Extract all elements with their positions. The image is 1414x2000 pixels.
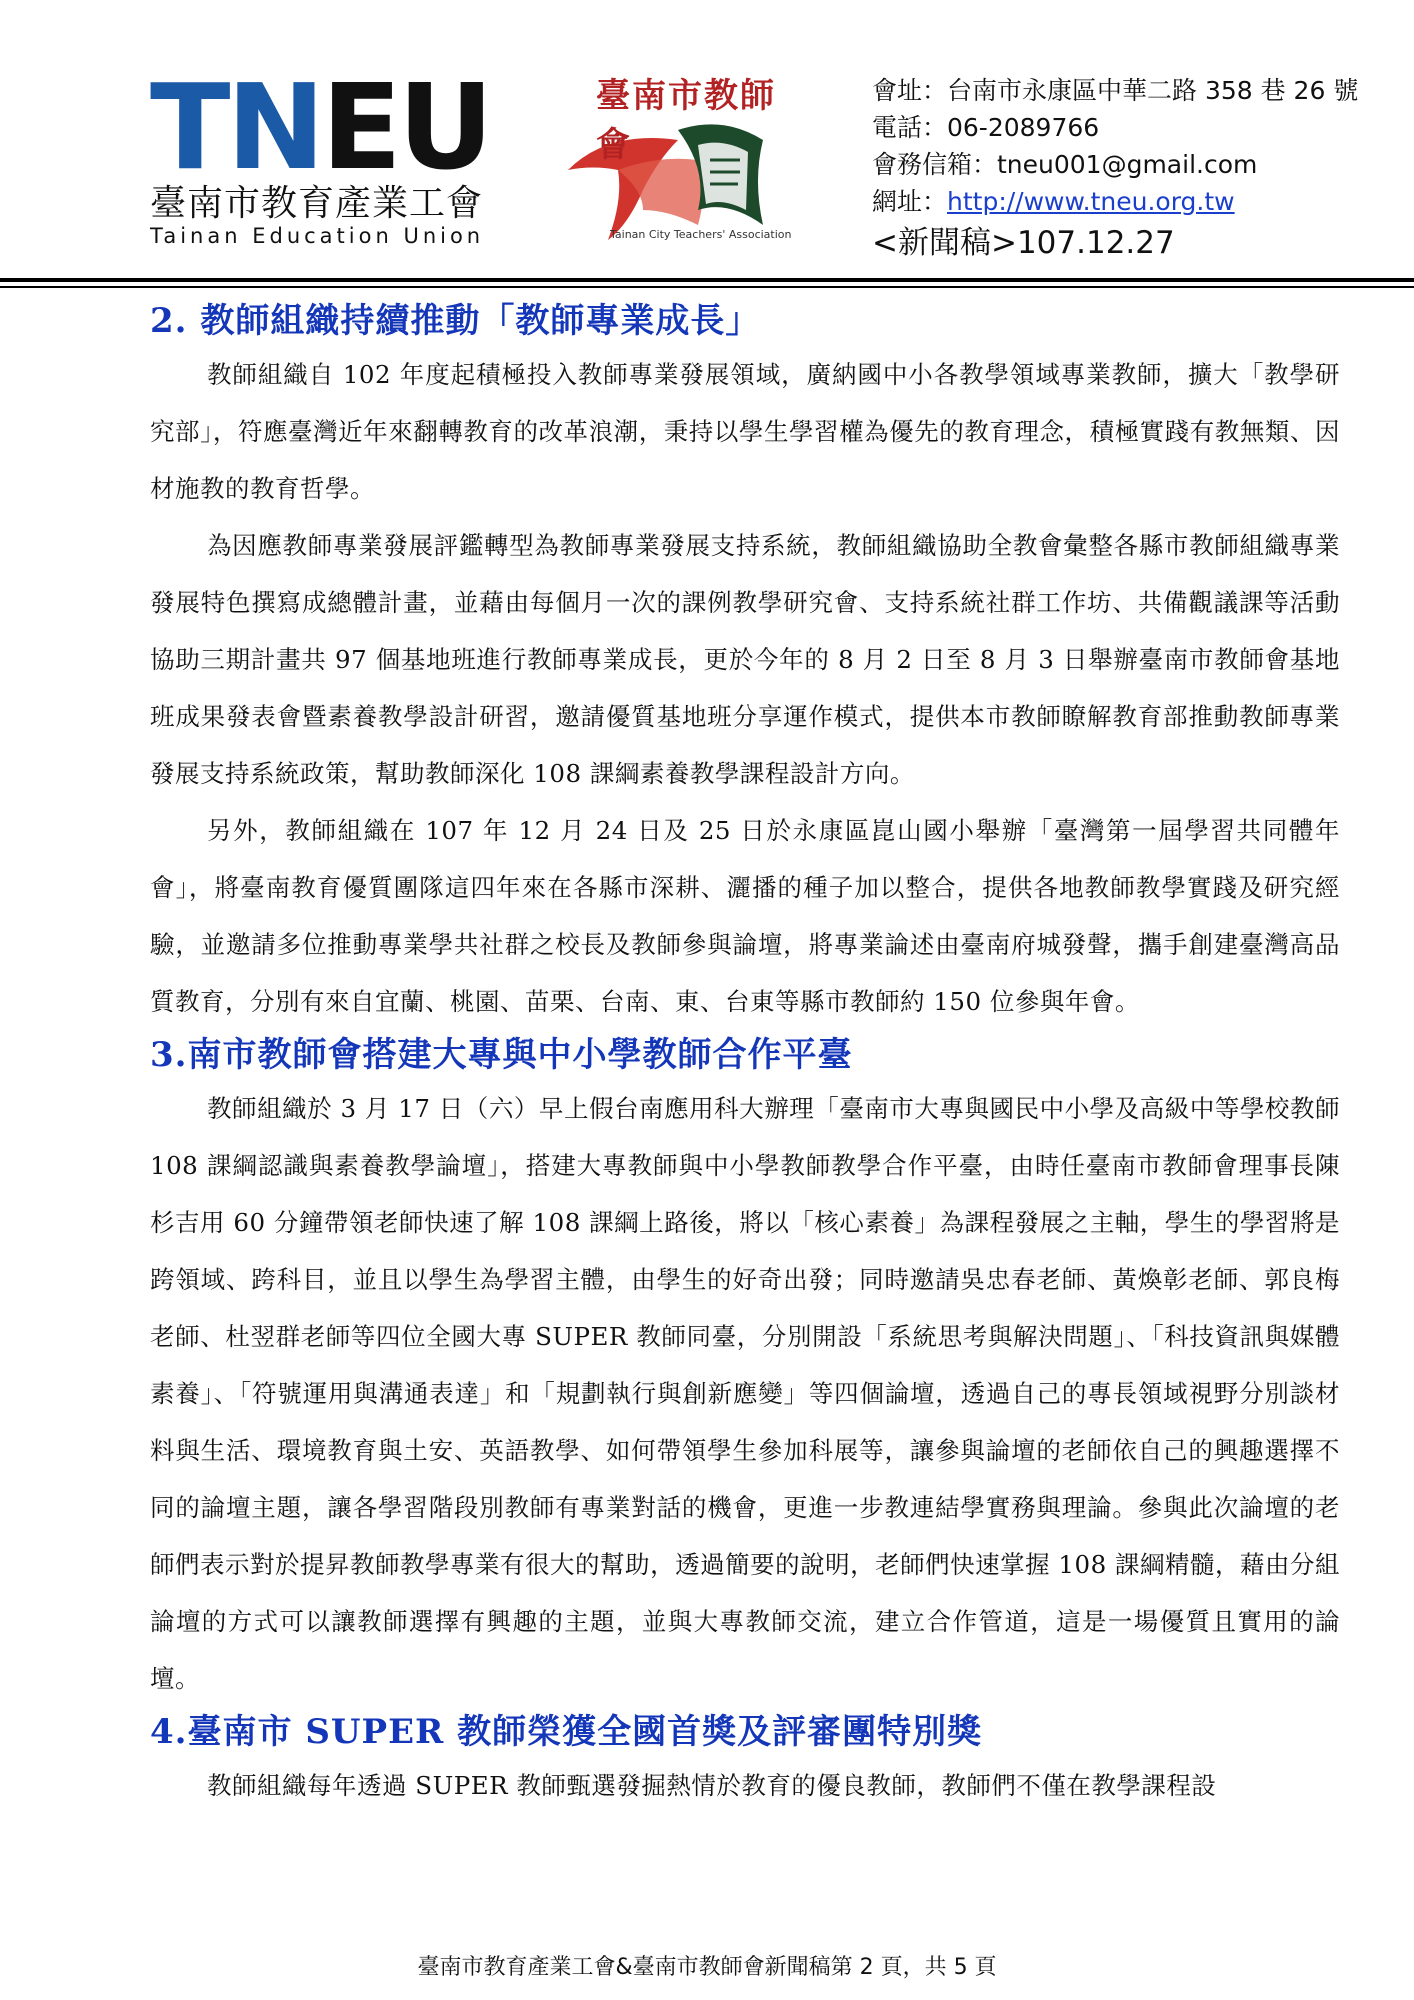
section-heading-2: 2. 教師組織持續推動「教師專業成長」 <box>150 301 761 341</box>
press-release-date: <新聞稿>107.12.27 <box>872 225 1175 261</box>
website-link[interactable]: http://www.tneu.org.tw <box>947 187 1235 216</box>
website-line <box>872 183 1402 220</box>
page-footer: 臺南市教育產業工會&臺南市教師會新聞稿第 2 頁，共 5 頁 <box>417 1955 997 1980</box>
paragraph: 另外，教師組織在 107 年 12 月 24 日及 25 日於永康區崑山國小舉辦「臺灣第一屆學習共同體年會」，將臺南教育優質團隊這四年來在各縣市深耕、灑播的種子加以整合，提供各地教師教學實踐及研究經驗，並邀請多位推動專業學共社群之校長及教師參與論壇，將專業論述由臺南府城發聲，攜手創建臺灣高品質教育，分別有來自宜蘭、桃園、苗栗、台南、東、台東等縣市教師約 150 位參與年會。 <box>150 816 1340 1016</box>
tneu-logo-mark <box>150 58 510 196</box>
logo-mark-accent: TN <box>150 58 322 196</box>
email-line: 會務信箱：tneu001@gmail.com <box>872 150 1258 179</box>
teachers-association-logo <box>548 60 792 250</box>
tneu-logo <box>150 58 510 248</box>
logo-mark-dark: EU <box>321 58 490 196</box>
section-heading-4: 4.臺南市 SUPER 教師榮獲全國首獎及評審團特別獎 <box>150 1712 983 1752</box>
association-name: 臺南市教師會 <box>596 76 776 165</box>
paragraph: 教師組織自 102 年度起積極投入教師專業發展領域，廣納國中小各教學領域專業教師，擴大「教學研究部」，符應臺灣近年來翻轉教育的改革浪潮，秉持以學生學習權為優先的教育理念，積極實踐有教無類、因材施教的教育哲學。 <box>150 360 1340 503</box>
address-line: 會址：台南市永康區中華二路 358 巷 26 號 <box>872 76 1359 105</box>
header-rule-thin <box>0 286 1414 288</box>
section-heading-3: 3.南市教師會搭建大專與中小學教師合作平臺 <box>150 1035 853 1075</box>
paragraph: 為因應教師專業發展評鑑轉型為教師專業發展支持系統，教師組織協助全教會彙整各縣市教師組織專業發展特色撰寫成總體計畫，並藉由每個月一次的課例教學研究會、支持系統社群工作坊、共備觀議課等活動協助三期計畫共 97 個基地班進行教師專業成長，更於今年的 8 月 2 日至 8 月 3 日舉辦臺南市教師會基地班成果發表會暨素養教學設計研習，邀請優質基地班分享運作模式，提供本市教師瞭解教育部推動教師專業發展支持系統政策，幫助教師深化 108 課綱素養教學課程設計方向。 <box>150 531 1340 788</box>
union-name-chinese: 臺南市教育產業工會 <box>150 183 484 224</box>
paragraph: 教師組織每年透過 SUPER 教師甄選發掘熱情於教育的優良教師，教師們不僅在教學課程設 <box>207 1771 1217 1800</box>
contact-info <box>872 72 1402 264</box>
phone-line: 電話：06-2089766 <box>872 113 1100 142</box>
letterhead <box>0 0 1414 290</box>
article-body <box>150 296 1340 1814</box>
association-english-tag: Tainan City Teachers' Association <box>610 228 792 241</box>
union-name-english: Tainan Education Union <box>150 224 485 248</box>
website-label: 網址： <box>872 187 948 216</box>
header-rule-thick <box>0 278 1414 282</box>
paragraph: 教師組織於 3 月 17 日（六）早上假台南應用科大辦理「臺南市大專與國民中小學及高級中等學校教師 108 課綱認識與素養教學論壇」，搭建大專教師與中小學教師教學合作平臺，由時任臺南市教師會理事長陳杉吉用 60 分鐘帶領老師快速了解 108 課綱上路後，將以「核心素養」為課程發展之主軸，學生的學習將是跨領域、跨科目，並且以學生為學習主體，由學生的好奇出發；同時邀請吳忠春老師、黃煥彰老師、郭良梅老師、杜翌群老師等四位全國大專 SUPER 教師同臺，分別開設「系統思考與解決問題」、「科技資訊與媒體素養」、「符號運用與溝通表達」和「規劃執行與創新應變」等四個論壇，透過自己的專長領域視野分別談材料與生活、環境教育與土安、英語教學、如何帶領學生參加科展等，讓參與論壇的老師依自己的興趣選擇不同的論壇主題，讓各學習階段別教師有專業對話的機會，更進一步教連結學實務與理論。參與此次論壇的老師們表示對於提昇教師教學專業有很大的幫助，透過簡要的說明，老師們快速掌握 108 課綱精髓，藉由分組論壇的方式可以讓教師選擇有興趣的主題，並與大專教師交流，建立合作管道，這是一場優質且實用的論壇。 <box>150 1094 1340 1693</box>
